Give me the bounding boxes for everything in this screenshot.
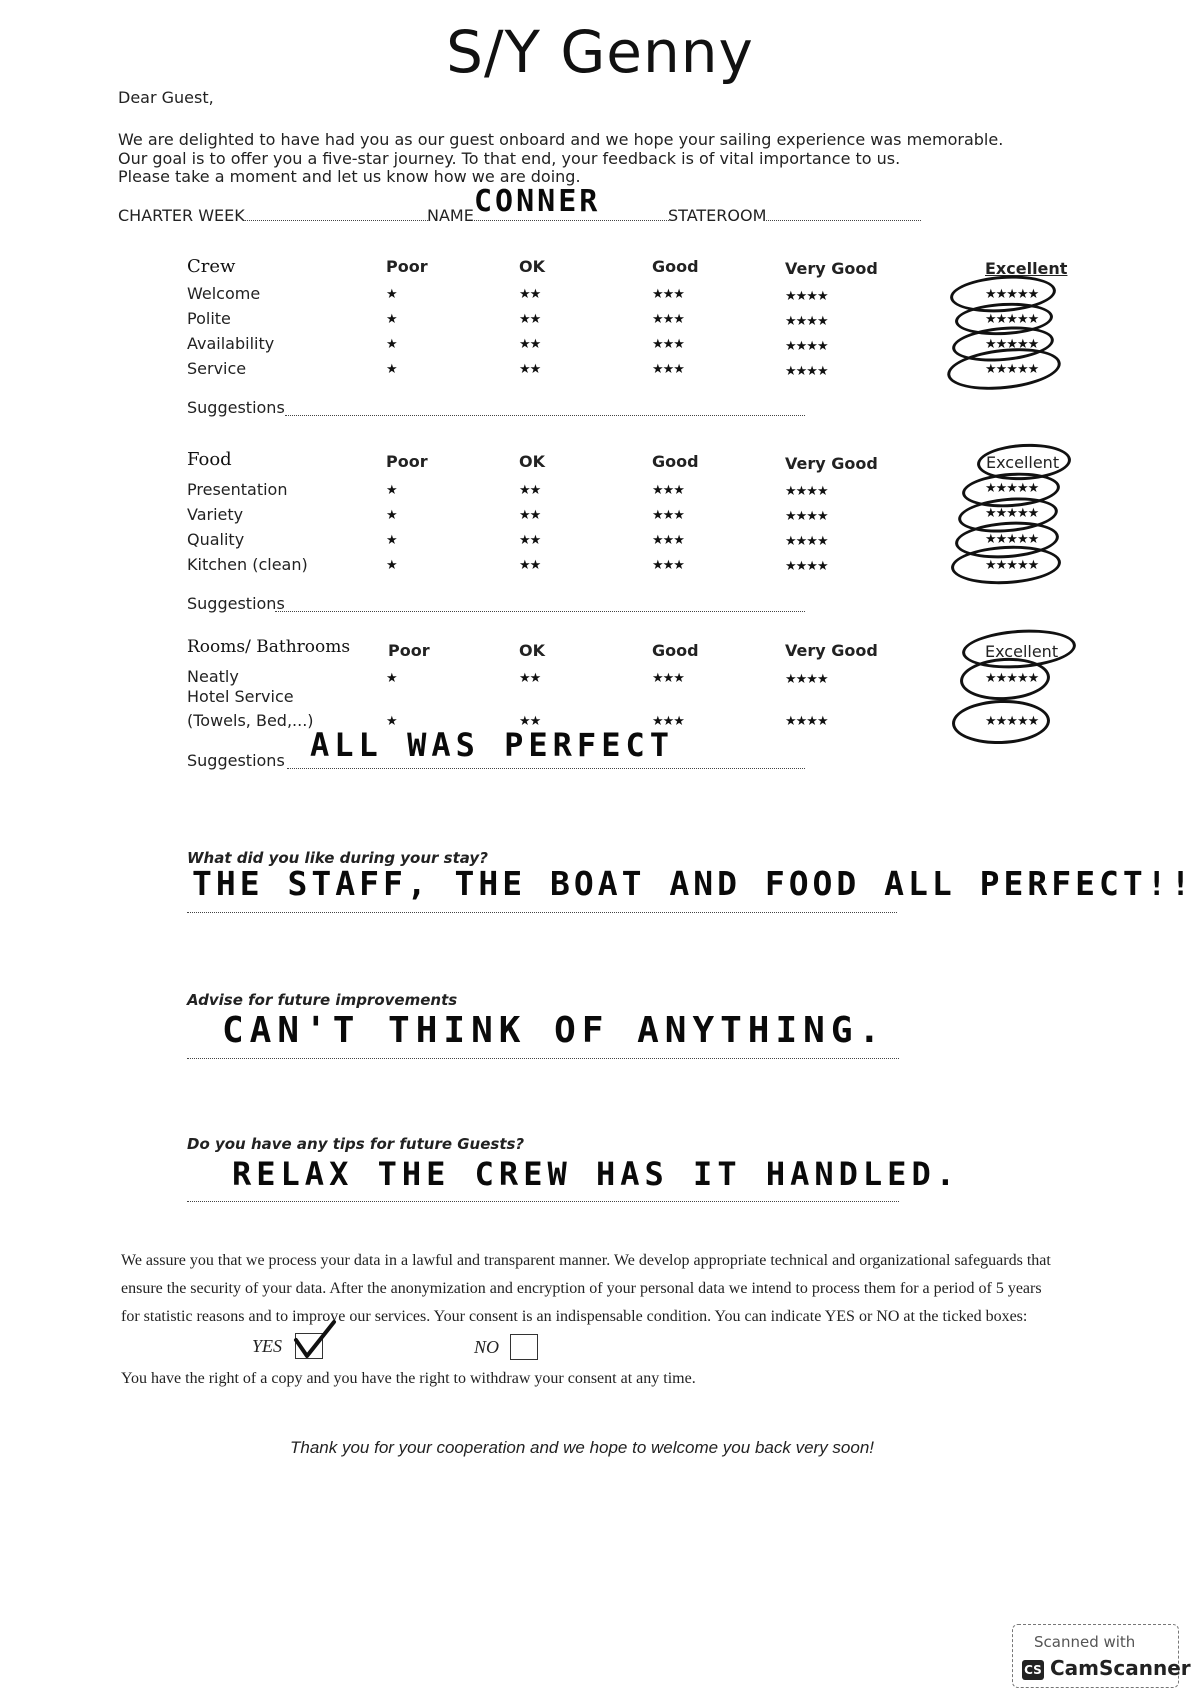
col-ok: OK <box>519 257 545 276</box>
suggestions-label: Suggestions <box>187 398 285 417</box>
star-poor: ★ <box>386 287 397 302</box>
star-excellent: ★★★★★ <box>985 714 1039 729</box>
star-good: ★★★ <box>652 312 684 327</box>
star-very-good: ★★★★ <box>785 534 828 549</box>
star-ok: ★★ <box>519 362 541 377</box>
star-good: ★★★ <box>652 558 684 573</box>
camscanner-top-text: Scanned with <box>1034 1633 1136 1651</box>
star-excellent: ★★★★★ <box>985 481 1039 496</box>
col-good: Good <box>652 641 699 660</box>
charter-week-field <box>118 206 430 225</box>
col-ok: OK <box>519 452 545 471</box>
question-label: Advise for future improvements <box>187 991 458 1009</box>
intro-line-2: Our goal is to offer you a five-star journey. To that end, your feedback is of vital importance to us. <box>118 149 901 168</box>
row-label: Availability <box>187 334 275 353</box>
star-ok: ★★ <box>519 671 541 686</box>
star-poor: ★ <box>386 337 397 352</box>
star-very-good: ★★★★ <box>785 364 828 379</box>
star-good: ★★★ <box>652 287 684 302</box>
answer-handwritten: CAN'T THINK OF ANYTHING. <box>222 1010 887 1051</box>
intro-line-3: Please take a moment and let us know how we are doing. <box>118 167 581 186</box>
star-poor: ★ <box>386 312 397 327</box>
star-poor: ★ <box>386 533 397 548</box>
star-poor: ★ <box>386 714 397 729</box>
star-good: ★★★ <box>652 714 684 729</box>
col-poor: Poor <box>388 641 430 660</box>
row-label: Welcome <box>187 284 261 303</box>
star-poor: ★ <box>386 508 397 523</box>
suggestions-line <box>275 597 805 616</box>
col-good: Good <box>652 257 699 276</box>
star-very-good: ★★★★ <box>785 672 828 687</box>
greeting: Dear Guest, <box>118 88 214 107</box>
row-label: (Towels, Bed,...) <box>187 711 314 730</box>
check-mark-icon <box>290 1318 338 1364</box>
thanks-text: Thank you for your cooperation and we hope to welcome you back very soon! <box>290 1438 875 1457</box>
col-poor: Poor <box>386 257 428 276</box>
camscanner-logo-icon: CS <box>1022 1660 1044 1680</box>
consent-no-label: NO <box>474 1337 500 1357</box>
selection-oval <box>951 698 1050 745</box>
row-label: Kitchen (clean) <box>187 555 308 574</box>
col-excellent: Excellent <box>985 259 1068 278</box>
star-excellent: ★★★★★ <box>985 532 1039 547</box>
star-ok: ★★ <box>519 483 541 498</box>
suggestions-label: Suggestions <box>187 594 285 613</box>
star-good: ★★★ <box>652 337 684 352</box>
charter-week-label: CHARTER WEEK <box>118 206 245 225</box>
suggestions-label: Suggestions <box>187 751 285 770</box>
camscanner-name: CamScanner <box>1050 1656 1191 1680</box>
star-very-good: ★★★★ <box>785 314 828 329</box>
star-ok: ★★ <box>519 312 541 327</box>
star-good: ★★★ <box>652 362 684 377</box>
col-very-good: Very Good <box>785 641 878 660</box>
star-excellent: ★★★★★ <box>985 287 1039 302</box>
rights-text: You have the right of a copy and you have the right to withdraw your consent at any time. <box>121 1370 696 1387</box>
suggestions-handwritten: ALL WAS PERFECT <box>310 726 674 764</box>
star-very-good: ★★★★ <box>785 509 828 524</box>
row-label: Presentation <box>187 480 288 499</box>
star-good: ★★★ <box>652 533 684 548</box>
star-ok: ★★ <box>519 508 541 523</box>
star-excellent: ★★★★★ <box>985 362 1039 377</box>
privacy-line-2: ensure the security of your data. After the anonymization and encryption of your personal data we intend to process them for a period of 5 years <box>121 1280 1042 1297</box>
star-poor: ★ <box>386 558 397 573</box>
consent-no-checkbox[interactable] <box>510 1334 538 1360</box>
star-very-good: ★★★★ <box>785 484 828 499</box>
stateroom-field <box>668 206 921 225</box>
checkbox-box <box>510 1334 538 1360</box>
col-very-good: Very Good <box>785 259 878 278</box>
question-label: Do you have any tips for future Guests? <box>187 1135 525 1153</box>
star-ok: ★★ <box>519 714 541 729</box>
star-very-good: ★★★★ <box>785 714 828 729</box>
privacy-line-3: for statistic reasons and to improve our services. Your consent is an indispensable condition. You can indicate YES or NO at the ticked boxes: <box>121 1308 1028 1325</box>
row-label: Neatly <box>187 667 239 686</box>
col-ok: OK <box>519 641 545 660</box>
page-title: S/Y Genny <box>446 18 754 86</box>
star-excellent: ★★★★★ <box>985 558 1039 573</box>
col-excellent: Excellent <box>985 642 1059 661</box>
row-label: Variety <box>187 505 244 524</box>
charter-week-line <box>245 208 430 221</box>
star-poor: ★ <box>386 671 397 686</box>
col-good: Good <box>652 452 699 471</box>
answer-handwritten: THE STAFF, THE BOAT AND FOOD ALL PERFECT!! <box>192 864 1195 903</box>
star-ok: ★★ <box>519 533 541 548</box>
star-ok: ★★ <box>519 337 541 352</box>
star-good: ★★★ <box>652 508 684 523</box>
suggestions-line <box>285 401 805 420</box>
star-very-good: ★★★★ <box>785 559 828 574</box>
star-poor: ★ <box>386 483 397 498</box>
row-label: Polite <box>187 309 231 328</box>
star-very-good: ★★★★ <box>785 289 828 304</box>
privacy-line-1: We assure you that we process your data in a lawful and transparent manner. We develop appropriate technical and organizational safeguards that <box>121 1252 1051 1269</box>
star-good: ★★★ <box>652 671 684 686</box>
section-title-food: Food <box>187 449 232 470</box>
section-title-crew: Crew <box>187 256 236 277</box>
star-very-good: ★★★★ <box>785 339 828 354</box>
name-label: NAME <box>427 206 474 225</box>
star-ok: ★★ <box>519 558 541 573</box>
star-excellent: ★★★★★ <box>985 506 1039 521</box>
row-label: Service <box>187 359 247 378</box>
question-label: What did you like during your stay? <box>187 849 488 867</box>
stateroom-line <box>766 208 921 221</box>
star-excellent: ★★★★★ <box>985 671 1039 686</box>
star-good: ★★★ <box>652 483 684 498</box>
col-very-good: Very Good <box>785 454 878 473</box>
section-title-rooms: Rooms/ Bathrooms <box>187 637 351 657</box>
col-poor: Poor <box>386 452 428 471</box>
star-poor: ★ <box>386 362 397 377</box>
star-excellent: ★★★★★ <box>985 312 1039 327</box>
consent-yes-label: YES <box>252 1336 283 1356</box>
star-excellent: ★★★★★ <box>985 337 1039 352</box>
stateroom-label: STATEROOM <box>668 206 767 225</box>
intro-line-1: We are delighted to have had you as our guest onboard and we hope your sailing experience was memorable. <box>118 130 1004 149</box>
row-label: Hotel Service <box>187 687 294 706</box>
answer-handwritten: RELAX THE CREW HAS IT HANDLED. <box>232 1155 960 1193</box>
row-label: Quality <box>187 530 245 549</box>
col-excellent: Excellent <box>986 453 1060 472</box>
star-ok: ★★ <box>519 287 541 302</box>
name-value: CONNER <box>474 184 601 219</box>
